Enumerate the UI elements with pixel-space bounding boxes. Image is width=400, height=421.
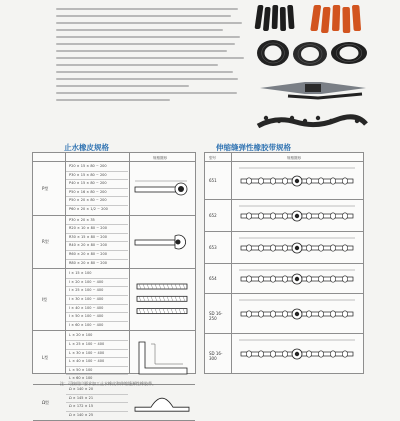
rubber-waterstop-roll-photo-2: [292, 40, 328, 68]
r-type-profile-diagram: [131, 222, 193, 262]
intro-text-line: [56, 78, 238, 80]
waterstop-spec-value: I × 30 × 100 ~ 400: [69, 296, 104, 301]
product-photos: [256, 4, 368, 136]
waterstop-spec-value: R20 × 10 × 80 ~ 200: [69, 226, 107, 231]
waterstop-spec-value: I × 60 × 100 ~ 400: [69, 322, 104, 327]
bulb-strip-b-profile-diagram: [235, 203, 359, 229]
intro-text-line: [56, 99, 170, 101]
bulb-strip-c-profile-diagram: [235, 235, 359, 261]
i-type-profile-diagram: [131, 280, 193, 320]
waterstop-model-code: P型: [42, 185, 49, 191]
waterstop-group: [33, 162, 195, 216]
intro-text-line: [56, 85, 189, 87]
waterstop-spec-value: I × 25 × 100 ~ 400: [69, 288, 104, 293]
expansion-joint-group: [205, 334, 363, 374]
expansion-model-code: SD 16-300: [209, 351, 223, 361]
waterstop-spec-value: Ω × 172 × 15: [69, 404, 94, 409]
expansion-joint-group: [205, 200, 363, 232]
waterstop-spec-value: P50 × 16 × 80 ~ 200: [69, 189, 107, 194]
waterstop-spec-value: I × 20 × 100 ~ 400: [69, 279, 104, 284]
waterstop-spec-value: L × 20 × 100: [69, 333, 93, 338]
rubber-waterstop-roll-photo-3: [330, 40, 368, 66]
black-rubber-strips-photo: [256, 4, 296, 32]
waterstop-spec-value: P50 × 20 × 80 ~ 200: [69, 198, 107, 203]
waterstop-group: [33, 385, 195, 421]
waterstop-spec-value: L × 40 × 100 ~ 400: [69, 359, 105, 364]
intro-text-line: [56, 64, 218, 66]
waterstop-table-header: [33, 153, 195, 162]
waterstop-spec-value: R40 × 20 × 80 ~ 200: [69, 243, 107, 248]
waterstop-spec-value: P60 × 20 × 1/2 ~ 200: [69, 207, 108, 211]
expansion-model-code: 654: [209, 276, 217, 281]
waterstop-spec-value: L × 25 × 100 ~ 400: [69, 341, 105, 346]
waterstop-group: [33, 216, 195, 270]
intro-text-line: [56, 57, 244, 59]
expansion-model-code: SD 16-250: [209, 311, 223, 321]
intro-text-line: [56, 71, 233, 73]
waterstop-spec-value: P30 × 20 × 35: [69, 217, 95, 222]
intro-text-line: [56, 8, 238, 10]
intro-text-line: [56, 36, 240, 38]
waterstop-spec-value: L × 60 × 100: [69, 376, 93, 381]
bulb-strip-f-profile-diagram: [235, 337, 359, 371]
waterstop-spec-value: R30 × 15 × 80 ~ 200: [69, 234, 107, 239]
intro-text-block: [56, 8, 246, 132]
intro-text-line: [56, 43, 235, 45]
waterstop-spec-value: I × 40 × 100 ~ 400: [69, 305, 104, 310]
steel-edged-waterstop-photo: [258, 76, 368, 100]
waterstop-model-code: R型: [42, 239, 49, 245]
expansion-joint-group: [205, 232, 363, 264]
expansion-joint-group: [205, 294, 363, 334]
omega-type-profile-diagram: [131, 388, 193, 418]
rubber-waterstop-roll-photo-1: [256, 38, 290, 68]
expansion-joint-spec-title: 伸缩缝弹性橡胶带规格: [216, 143, 291, 152]
bulb-strip-e-profile-diagram: [235, 297, 359, 331]
waterstop-group: [33, 331, 195, 385]
l-type-profile-diagram: [131, 338, 193, 378]
header-diagram: 规格图形: [287, 155, 301, 160]
intro-text-line: [56, 50, 227, 52]
waterstop-spec-value: P20 × 15 × 80 ~ 200: [69, 164, 107, 168]
expansion-joint-group: [205, 264, 363, 294]
bulb-strip-d-profile-diagram: [235, 267, 359, 291]
waterstop-group: [33, 269, 195, 331]
header-model: 型号: [209, 155, 216, 160]
intro-text-line: [56, 29, 223, 31]
expansion-model-code: 651: [209, 178, 217, 183]
waterstop-spec-value: Ω × 145 × 21: [69, 395, 94, 400]
p-type-profile-diagram: [131, 169, 193, 209]
waterstop-spec-value: I × 50 × 100 ~ 400: [69, 314, 104, 319]
intro-text-line: [56, 15, 231, 17]
waterstop-spec-value: L × 30 × 100 ~ 400: [69, 350, 105, 355]
waterstop-spec-value: P30 × 15 × 80 ~ 200: [69, 172, 107, 177]
bulb-strip-a-profile-diagram: [235, 165, 359, 197]
header-diagram: 规格图形: [153, 155, 167, 160]
waterstop-spec-value: R60 × 20 × 80 ~ 200: [69, 251, 107, 256]
expansion-joint-group: [205, 162, 363, 200]
intro-text-line: [56, 22, 242, 24]
waterstop-spec-value: Ω × 140 × 20: [69, 387, 94, 391]
waterstop-spec-value: P40 × 15 × 80 ~ 200: [69, 181, 107, 186]
waterstop-spec-value: I × 15 × 100: [69, 271, 92, 276]
footnote: 注：可按用户要求加工止水橡皮和伸缩缝弹性橡胶带。: [60, 381, 156, 386]
intro-text-line: [56, 92, 237, 94]
waterstop-model-code: Ω型: [42, 400, 50, 406]
waterstop-spec-value: Ω × 140 × 25: [69, 412, 94, 417]
waterstop-spec-value: L × 50 × 100: [69, 367, 93, 372]
waterstop-model-code: L型: [42, 355, 49, 361]
waterstop-spec-value: R80 × 20 × 80 ~ 200: [69, 260, 107, 265]
expansion-table-header: [205, 153, 363, 162]
waterstop-profile-photo: [256, 104, 368, 132]
waterstop-model-code: I型: [42, 297, 48, 303]
expansion-model-code: 653: [209, 245, 217, 250]
expansion-model-code: 652: [209, 213, 217, 218]
expansion-joint-spec-table: [204, 152, 364, 374]
orange-rubber-strips-photo: [312, 4, 364, 34]
waterstop-spec-title: 止水橡皮规格: [64, 143, 109, 152]
